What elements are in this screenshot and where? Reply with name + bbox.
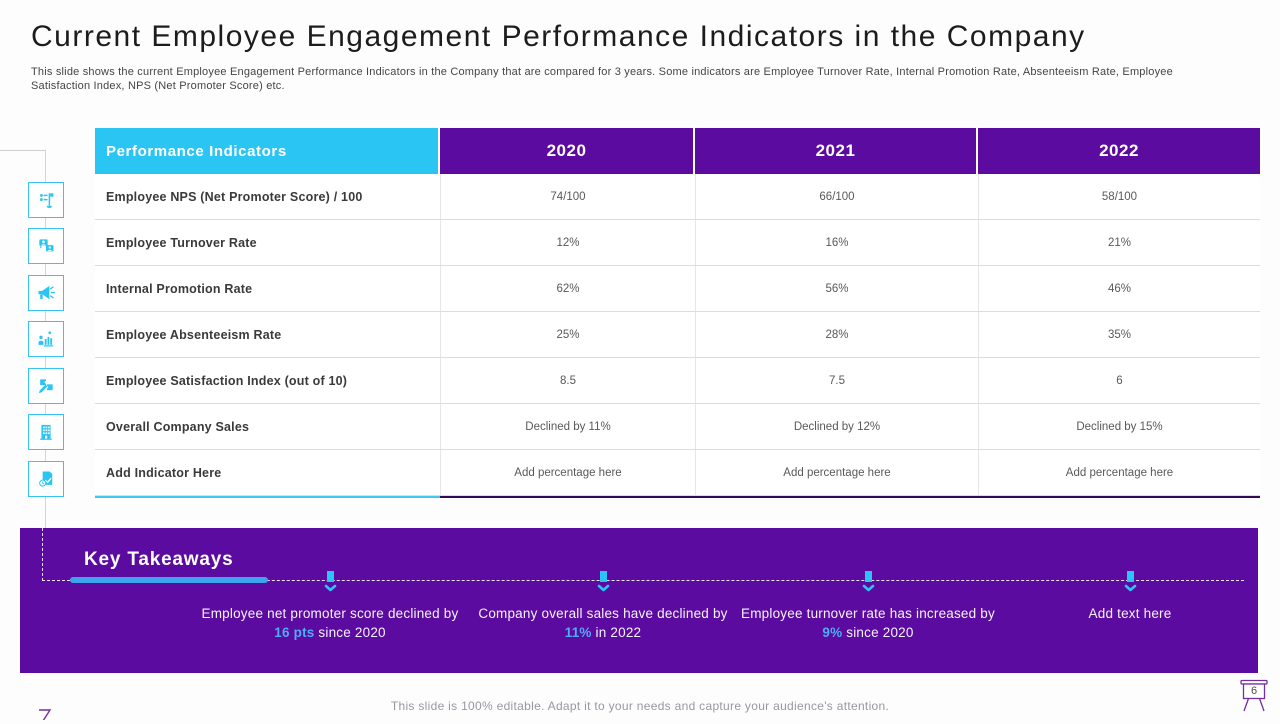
header-performance-indicators: Performance Indicators — [95, 128, 440, 174]
header-year-2021: 2021 — [695, 128, 978, 174]
table-row — [95, 404, 1260, 450]
takeaway-item — [473, 604, 733, 642]
takeaway-highlight: 9% — [822, 625, 843, 640]
timeline-marker-icon — [1123, 571, 1138, 597]
editable-note: This slide is 100% editable. Adapt it to your needs and capture your audience's attention. — [390, 699, 890, 713]
takeaway-text: in 2022 — [591, 625, 642, 640]
report-time-icon — [28, 461, 64, 497]
table-row — [95, 266, 1260, 312]
subtitle-line-2: Satisfaction Index, NPS (Net Promoter Score) etc. — [31, 80, 285, 92]
page-title: Current Employee Engagement Performance Indicators in the Company — [31, 20, 1086, 53]
subtitle-line-1: This slide shows the current Employee Engagement Performance Indicators in the Company that are compared for 3 years. Some indicators are Employee Turnover Rate, Internal Promotion Rate, Absenteeism Rate, Employee — [31, 66, 1173, 78]
performance-indicators-table — [95, 128, 1260, 498]
accent-cyan — [95, 496, 440, 498]
office-building-icon — [28, 414, 64, 450]
add-percentage-placeholder[interactable]: Add percentage here — [440, 450, 695, 495]
takeaway-text: since 2020 — [842, 625, 914, 640]
page-number-badge — [1238, 679, 1270, 719]
row-value: 8.5 — [440, 358, 695, 403]
table-header-row — [95, 128, 1260, 174]
takeaway-highlight: 16 pts — [274, 625, 315, 640]
row-value: 74/100 — [440, 174, 695, 219]
takeaway-text: since 2020 — [314, 625, 386, 640]
page-number: 6 — [1250, 685, 1258, 697]
cropped-decor-mark — [38, 708, 52, 720]
row-value: 66/100 — [695, 174, 978, 219]
slide-subtitle — [31, 65, 1246, 93]
row-value: 25% — [440, 312, 695, 357]
table-row — [95, 312, 1260, 358]
row-value: 6 — [978, 358, 1260, 403]
key-takeaways-panel — [20, 528, 1258, 673]
row-value: 12% — [440, 220, 695, 265]
row-label: Internal Promotion Rate — [106, 281, 253, 296]
row-label: Employee Absenteeism Rate — [106, 327, 282, 342]
row-value: 7.5 — [695, 358, 978, 403]
row-label: Employee Turnover Rate — [106, 235, 257, 250]
row-value: 35% — [978, 312, 1260, 357]
table-bottom-accent — [95, 496, 1260, 498]
add-text-placeholder[interactable]: Add text here — [1088, 606, 1172, 621]
takeaway-item — [200, 604, 460, 642]
takeaway-text: Company overall sales have declined by — [478, 606, 728, 621]
row-value: Declined by 11% — [440, 404, 695, 449]
takeaway-item-placeholder[interactable] — [1000, 604, 1260, 623]
timeline-marker-icon — [861, 571, 876, 597]
takeaway-text: Employee turnover rate has increased by — [741, 606, 995, 621]
connector-horizontal-line — [0, 150, 45, 151]
row-label: Employee NPS (Net Promoter Score) / 100 — [106, 189, 363, 204]
takeaways-connector-dashed — [42, 528, 43, 581]
table-row — [95, 358, 1260, 404]
header-year-2020: 2020 — [440, 128, 695, 174]
add-indicator-placeholder[interactable]: Add Indicator Here — [106, 465, 222, 480]
accent-dark — [440, 496, 1260, 498]
table-row-placeholder — [95, 450, 1260, 496]
team-chat-icon — [28, 228, 64, 264]
timeline-marker-icon — [323, 571, 338, 597]
row-value: 58/100 — [978, 174, 1260, 219]
table-row — [95, 174, 1260, 220]
takeaway-text: Employee net promoter score declined by — [201, 606, 459, 621]
add-percentage-placeholder[interactable]: Add percentage here — [978, 450, 1260, 495]
row-value: Declined by 12% — [695, 404, 978, 449]
add-percentage-placeholder[interactable]: Add percentage here — [695, 450, 978, 495]
row-label: Employee Satisfaction Index (out of 10) — [106, 373, 348, 388]
row-value: 21% — [978, 220, 1260, 265]
row-value: 16% — [695, 220, 978, 265]
takeaways-title-underline — [70, 577, 268, 583]
puzzle-plan-icon — [28, 368, 64, 404]
row-value: 62% — [440, 266, 695, 311]
row-value: 56% — [695, 266, 978, 311]
table-row — [95, 220, 1260, 266]
takeaway-highlight: 11% — [564, 625, 592, 640]
candidate-selection-icon — [28, 182, 64, 218]
row-value: 28% — [695, 312, 978, 357]
takeaway-item — [738, 604, 998, 642]
team-analytics-icon — [28, 321, 64, 357]
megaphone-icon — [28, 275, 64, 311]
row-value: 46% — [978, 266, 1260, 311]
row-value: Declined by 15% — [978, 404, 1260, 449]
key-takeaways-title: Key Takeaways — [84, 549, 234, 570]
timeline-marker-icon — [596, 571, 611, 597]
header-year-2022: 2022 — [978, 128, 1260, 174]
row-label: Overall Company Sales — [106, 419, 250, 434]
